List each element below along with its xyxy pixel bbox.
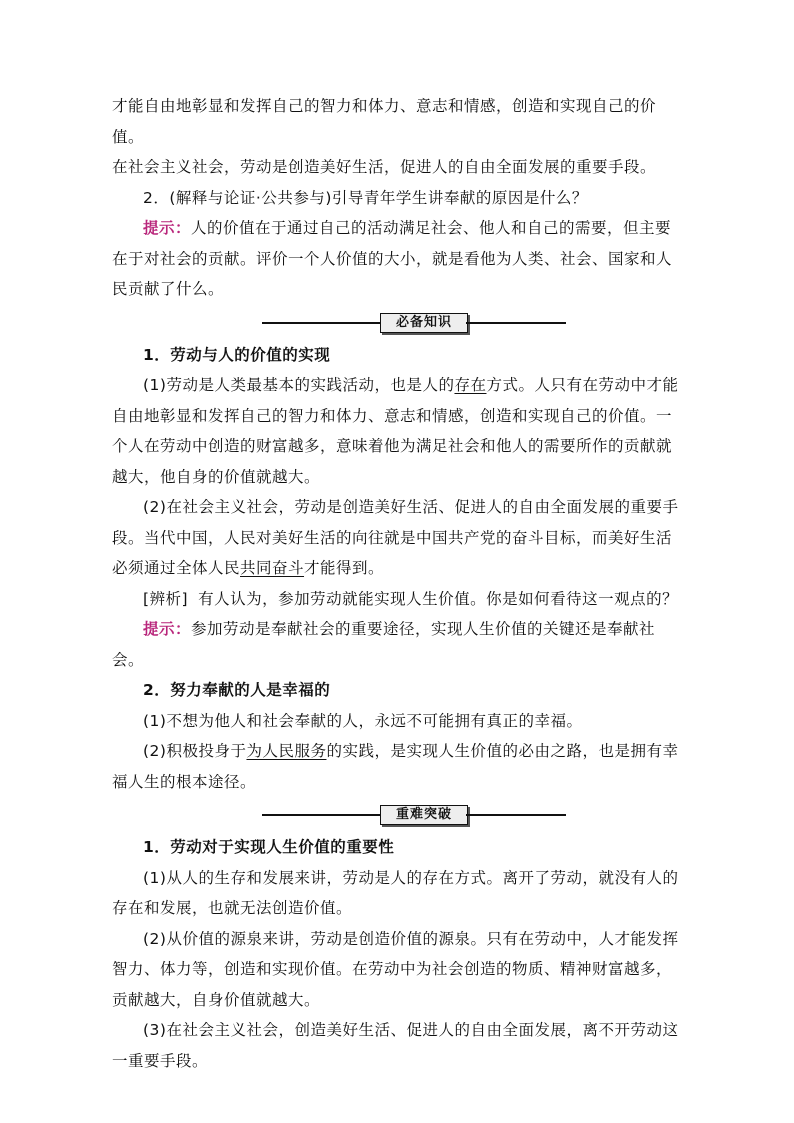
question-2: 2．(解释与论证·公共参与)引导青年学生讲奉献的原因是什么？ [143, 188, 588, 207]
intro-line-1: 才能自由地彰显和发挥自己的智力和体力、意志和情感，创造和实现自己的价值。 [112, 97, 657, 146]
difficulty-1-paragraph-2: (2)从价值的源泉来讲，劳动是创造价值的源泉。只有在劳动中，人才能发挥智力、体力等，创造和实现价值。在劳动中为社会创造的物质、精神财富越多，贡献越大，自身价值就越大。 [112, 929, 679, 1009]
document-page [112, 91, 682, 1076]
underlined-term: 为人民服务 [246, 742, 327, 760]
difficulty-heading-1: 1．劳动对于实现人生价值的重要性 [143, 838, 395, 856]
banner-rule-left [262, 322, 380, 324]
hint-label: 提示： [143, 619, 192, 638]
bianxi-hint [112, 614, 682, 675]
knowledge-1-paragraph-2: (2)在社会主义社会，劳动是创造美好生活、促进人的自由全面发展的重要手段。当代中国，人民对美好生活的向往就是中国共产党的奋斗目标，而美好生活必须通过全体人民共同奋斗才能得到。 [112, 498, 679, 577]
section-banner-essential-knowledge [112, 311, 682, 335]
intro-line-2: 在社会主义社会，劳动是创造美好生活，促进人的自由全面发展的重要手段。 [112, 158, 657, 176]
bianxi-label: [辨析] [143, 589, 189, 608]
knowledge-heading-1: 1．劳动与人的价值的实现 [143, 345, 331, 364]
banner-rule-right [466, 322, 566, 324]
underlined-term: 存在 [454, 376, 487, 394]
hint-label: 提示： [143, 218, 192, 237]
bianxi-text: 有人认为，参加劳动就能实现人生价值。你是如何看待这一观点的？ [198, 589, 679, 608]
knowledge-heading-2: 2．努力奉献的人是幸福的 [143, 681, 331, 699]
banner-label: 重难突破 [380, 805, 468, 825]
difficulty-1-paragraph-1: (1)从人的生存和发展来讲，劳动是人的存在方式。离开了劳动，就没有人的存在和发展，也就无法创造价值。 [112, 868, 679, 917]
difficulty-1-paragraph-3: (3)在社会主义社会，创造美好生活、促进人的自由全面发展，离不开劳动这一重要手段。 [112, 1021, 679, 1070]
banner-rule-left [262, 814, 380, 816]
knowledge-2-paragraph-2: (2)积极投身于为人民服务的实践，是实现人生价值的必由之路，也是拥有幸福人生的根本途径。 [112, 742, 679, 791]
hint-text: 人的价值在于通过自己的活动满足社会、他人和自己的需要，但主要在于对社会的贡献。评价一个人价值的大小，就是看他为人类、社会、国家和人民贡献了什么。 [112, 219, 673, 298]
section-banner-key-difficulties [112, 803, 682, 827]
knowledge-2-paragraph-1: (1)不想为他人和社会奉献的人，永远不可能拥有真正的幸福。 [143, 711, 583, 730]
banner-rule-right [466, 814, 566, 816]
knowledge-1-paragraph-1: (1)劳动是人类最基本的实践活动，也是人的存在方式。人只有在劳动中才能自由地彰显和发挥自己的智力和体力、意志和情感，创造和实现自己的价值。一个人在劳动中创造的财富越多，意味着他为满足社会和他人的需要所作的贡献就越大，他自身的价值就越大。 [112, 376, 679, 486]
bianxi-question [112, 584, 682, 615]
question-2-hint [112, 213, 682, 305]
hint-text: 参加劳动是奉献社会的重要途径，实现人生价值的关键还是奉献社会。 [112, 620, 656, 669]
underlined-term: 共同奋斗 [240, 559, 305, 577]
banner-label: 必备知识 [380, 313, 468, 333]
